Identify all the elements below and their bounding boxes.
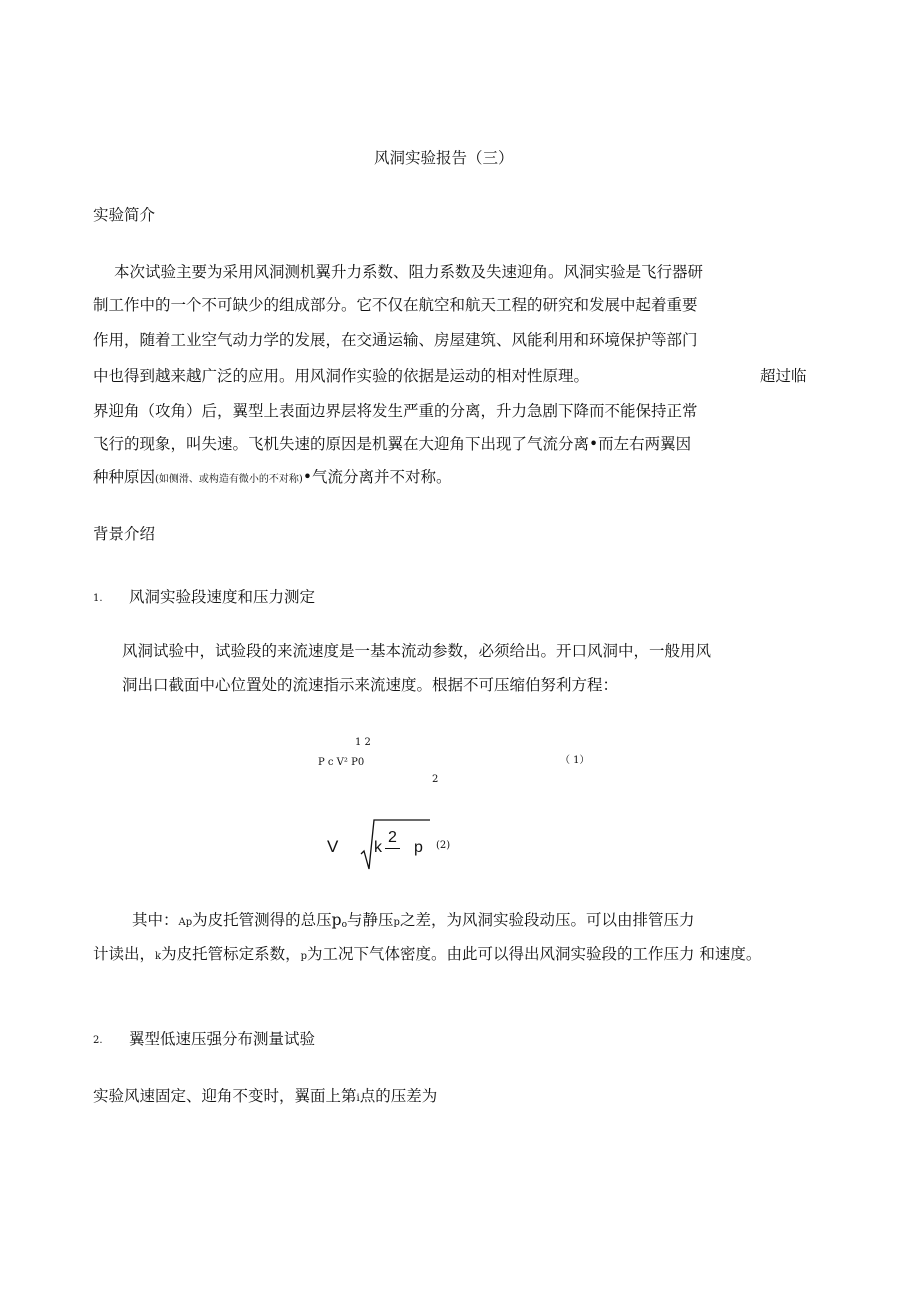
intro-line-4: 中也得到越来越广泛的应用。用风洞作实验的依据是运动的相对性原理。: [93, 367, 590, 385]
section-1-title: 风洞实验段速度和压力测定: [129, 588, 316, 606]
page-title: 风洞实验报告（三）: [374, 149, 514, 167]
fraction-bar: [385, 848, 400, 849]
where-line-1: 其中：Ap为皮托管测得的总压$p_o$与静压p之差，为风洞实验段动压。可以由排管压力: [132, 911, 695, 930]
intro-line-1: 本次试验主要为采用风洞测机翼升力系数、阻力系数及失速迎角。风洞实验是飞行器研: [114, 263, 704, 281]
intro-line-2: 制工作中的一个不可缺少的组成部分。它不仅在航空和航天工程的研究和发展中起着重要: [93, 296, 698, 314]
section-1-number: 1.: [93, 593, 103, 604]
formula-2-k: k: [374, 839, 382, 856]
section-2-title: 翼型低速压强分布测量试验: [129, 1030, 316, 1048]
background-heading: 背景介绍: [93, 525, 156, 543]
formula-1-label: （ 1）: [560, 755, 590, 766]
formula-1-bottom: 2: [432, 774, 439, 785]
last-line: 实验风速固定、迎角不变时，翼面上第i点的压差为: [93, 1087, 438, 1105]
formula-1-main: P c V² P0: [318, 757, 365, 768]
formula-2-v: V: [327, 837, 339, 856]
formula-2-two: 2: [388, 829, 397, 846]
formula-2-label: (2): [436, 840, 451, 851]
intro-line-5: 界迎角（攻角）后，翼型上表面边界层将发生严重的分离，升力急剧下降而不能保持正常: [93, 402, 698, 420]
intro-heading: 实验简介: [93, 206, 156, 224]
section-1-line-2: 洞出口截面中心位置处的流速指示来流速度。根据不可压缩伯努利方程：: [122, 676, 619, 694]
section-1-line-1: 风洞试验中，试验段的来流速度是一基本流动参数，必须给出。开口风洞中，一般用风: [122, 642, 712, 660]
intro-line-7: 种种原因(如侧滑、或构造有微小的不对称)•气流分离并不对称。: [93, 468, 452, 486]
formula-2-p: p: [414, 839, 423, 856]
intro-line-3: 作用，随着工业空气动力学的发展，在交通运输、房屋建筑、风能利用和环境保护等部门: [93, 331, 698, 349]
formula-1-top: 1 2: [355, 737, 371, 748]
intro-line-6: 飞行的现象，叫失速。飞机失速的原因是机翼在大迎角下出现了气流分离•而左右两翼因: [93, 435, 692, 453]
intro-side-text: 超过临: [760, 367, 807, 385]
where-line-2: 计读出，k为皮托管标定系数，p为工况下气体密度。由此可以得出风洞实验段的工作压力 和速度。: [93, 945, 762, 963]
section-2-number: 2.: [93, 1035, 103, 1046]
